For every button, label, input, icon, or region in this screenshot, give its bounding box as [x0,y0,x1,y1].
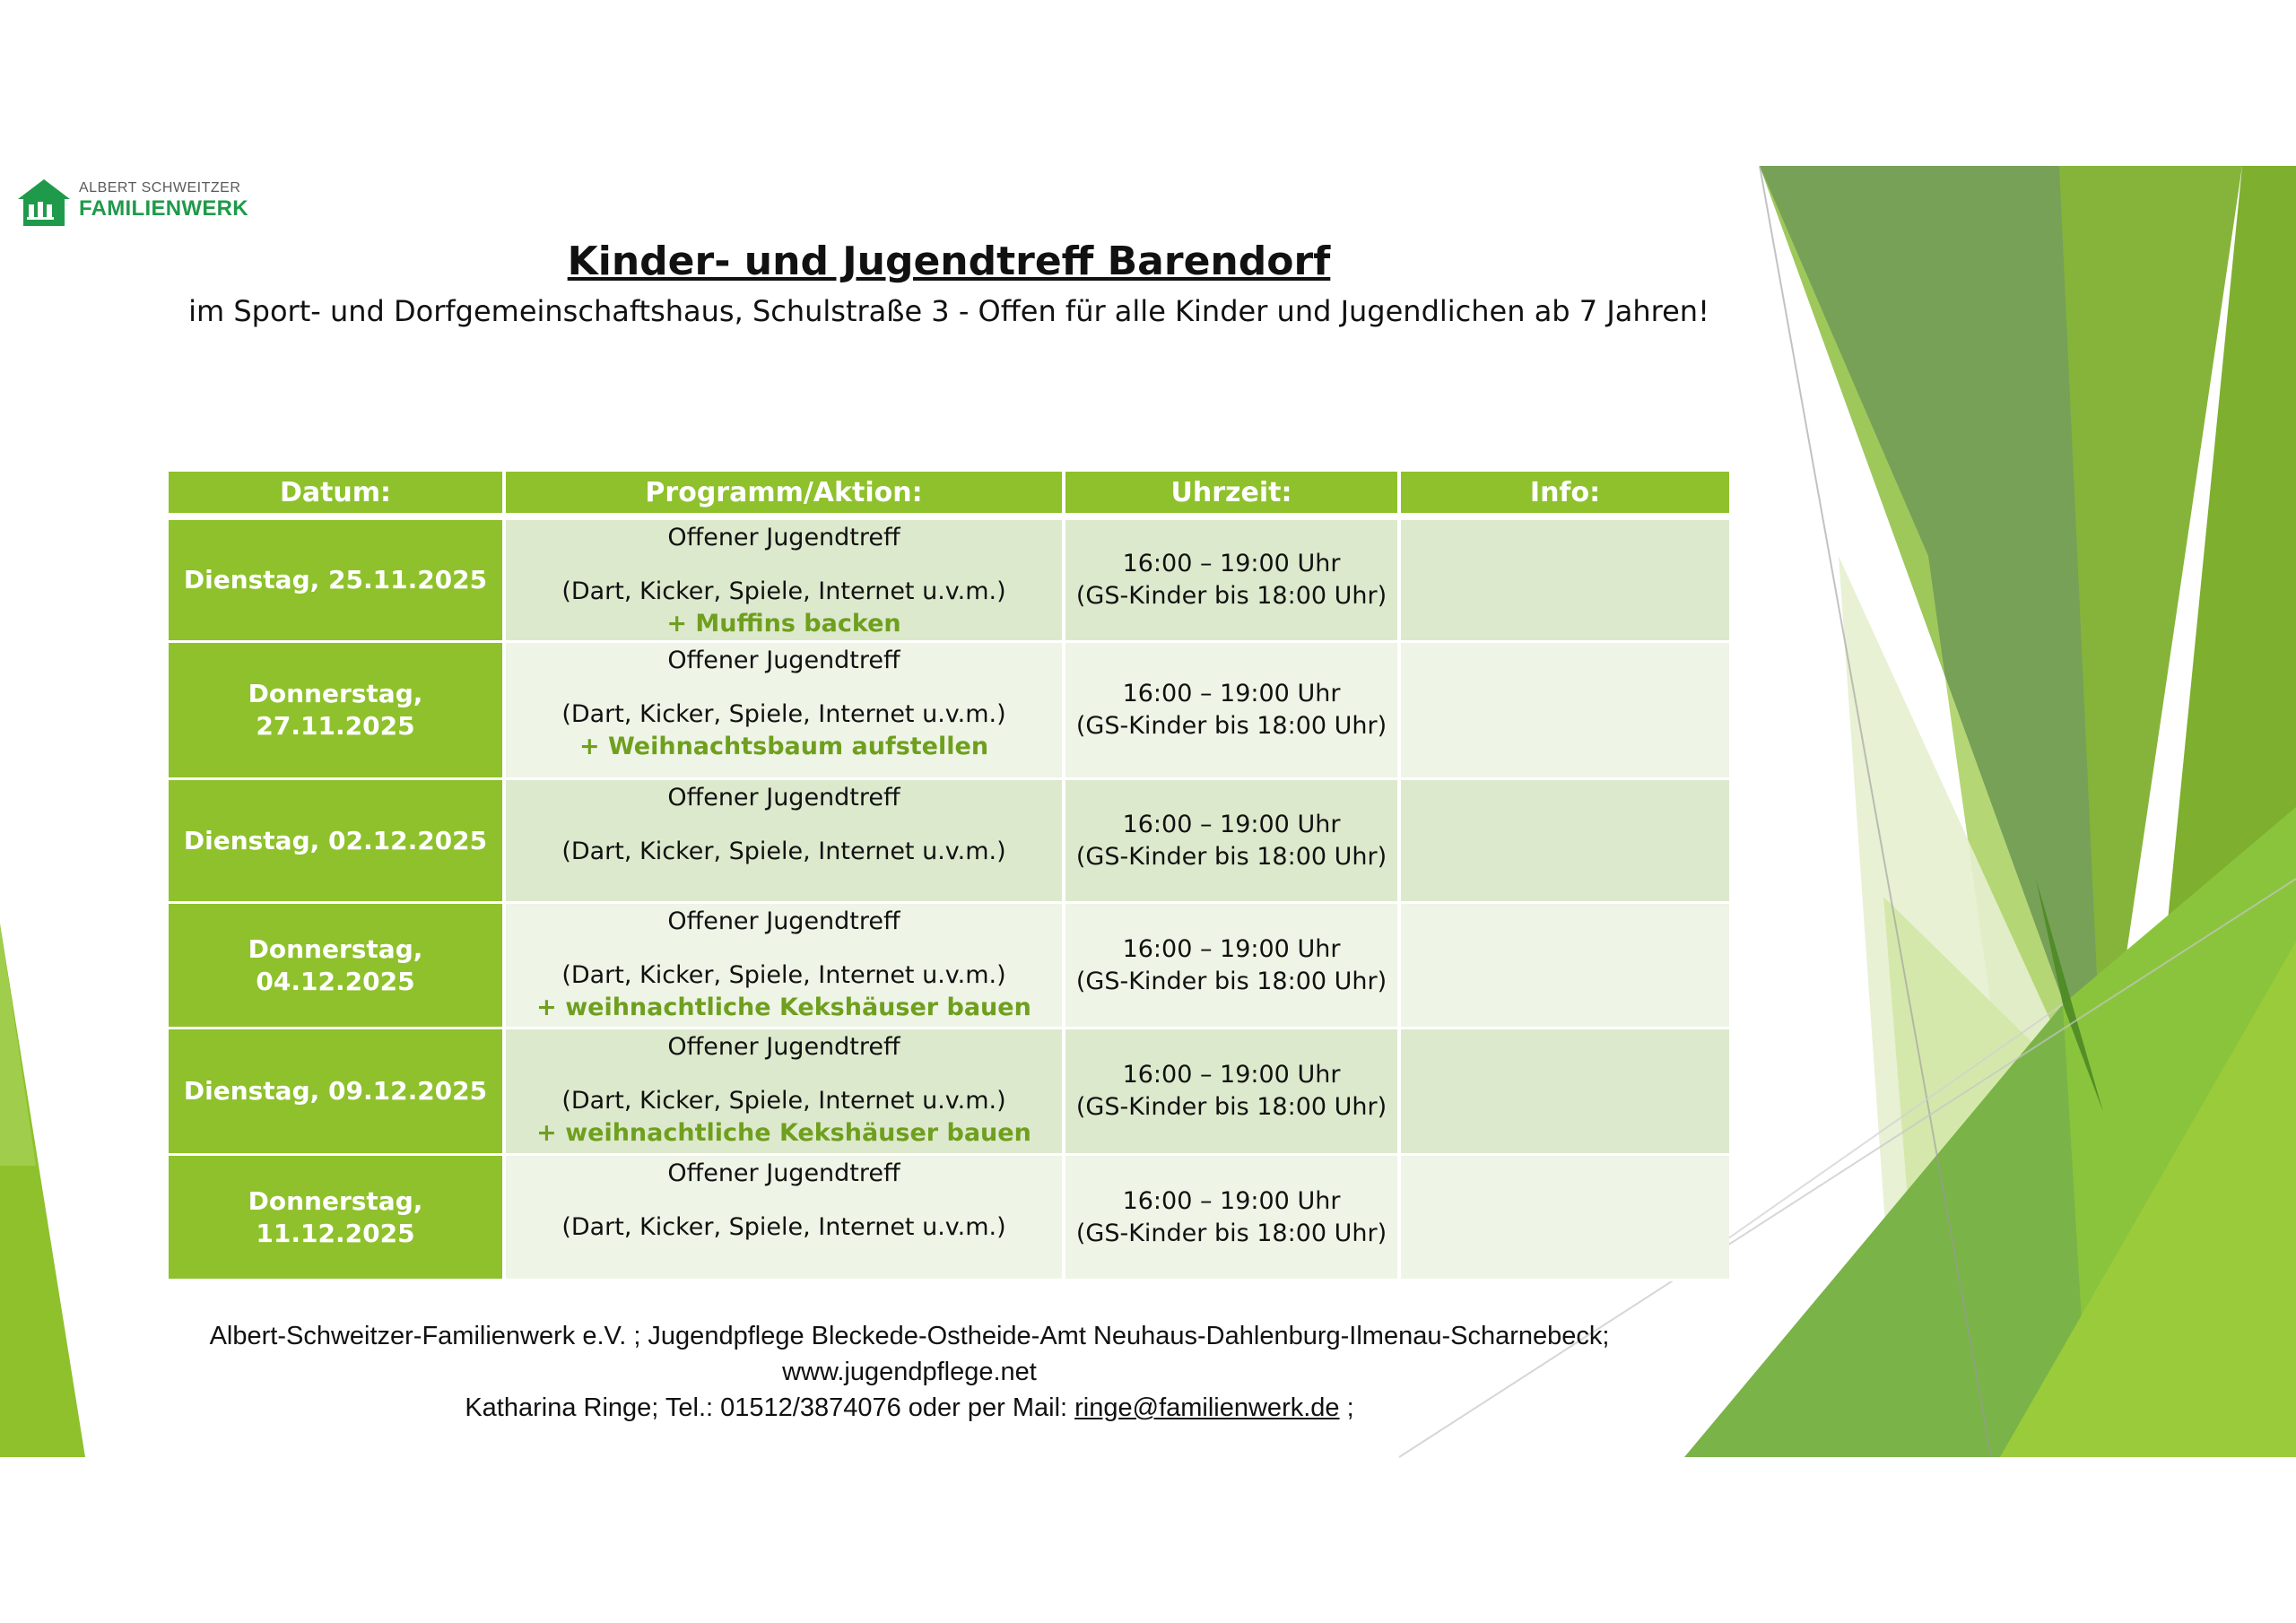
program-details: (Dart, Kicker, Spiele, Internet u.v.m.) [561,1213,1006,1241]
row-date: Donnerstag, 27.11.2025 [169,642,504,779]
contact-footer [0,1318,1819,1426]
table-row [169,903,1729,1028]
footer-email-link[interactable]: ringe@familienwerk.de [1074,1393,1340,1422]
logo-top-text: ALBERT SCHWEITZER [79,180,241,195]
time-note: (GS-Kinder bis 18:00 Uhr) [1075,967,1387,995]
row-info [1399,516,1729,642]
familienwerk-logo [16,178,258,230]
time-note: (GS-Kinder bis 18:00 Uhr) [1075,1093,1387,1121]
row-date: Dienstag, 25.11.2025 [169,516,504,642]
program-extra: + weihnachtliche Kekshäuser bauen [536,1119,1031,1147]
page-subtitle: im Sport- und Dorfgemeinschaftshaus, Schulstraße 3 - Offen für alle Kinder und Jugendlichen ab 7 Jahren! [188,294,1709,328]
row-info [1399,1028,1729,1155]
table-row [169,642,1729,779]
program-title: Offener Jugendtreff [667,524,900,551]
logo-bottom-text: FAMILIENWERK [79,196,248,221]
time-note: (GS-Kinder bis 18:00 Uhr) [1075,842,1387,871]
row-date: Donnerstag, 04.12.2025 [169,903,504,1028]
program-details: (Dart, Kicker, Spiele, Internet u.v.m.) [561,961,1006,989]
table-row [169,1155,1729,1280]
page-title: Kinder- und Jugendtreff Barendorf [567,239,1331,284]
row-info [1399,779,1729,903]
time-range: 16:00 – 19:00 Uhr [1122,1061,1341,1089]
schedule-table [169,472,1729,1281]
row-info [1399,903,1729,1028]
row-program [504,1155,1064,1280]
header-program: Programm/Aktion: [504,472,1064,516]
footer-website-link[interactable]: www.jugendpflege.net [782,1358,1037,1386]
row-program [504,516,1064,642]
row-time [1064,1155,1399,1280]
header-info: Info: [1399,472,1729,516]
row-time [1064,779,1399,903]
program-details: (Dart, Kicker, Spiele, Internet u.v.m.) [561,577,1006,605]
row-info [1399,1155,1729,1280]
footer-organization: Albert-Schweitzer-Familienwerk e.V. ; Jugendpflege Bleckede-Ostheide-Amt Neuhaus-Dahlenburg-Ilmenau-Scharnebeck; [209,1322,1610,1350]
header-time: Uhrzeit: [1064,472,1399,516]
row-date: Donnerstag, 11.12.2025 [169,1155,504,1280]
time-range: 16:00 – 19:00 Uhr [1122,680,1341,707]
table-row [169,779,1729,903]
time-range: 16:00 – 19:00 Uhr [1122,810,1341,838]
program-extra: + weihnachtliche Kekshäuser bauen [536,994,1031,1021]
row-time [1064,1028,1399,1155]
row-time [1064,516,1399,642]
program-details: (Dart, Kicker, Spiele, Internet u.v.m.) [561,1087,1006,1115]
table-header-row [169,472,1729,516]
time-note: (GS-Kinder bis 18:00 Uhr) [1075,582,1387,610]
program-title: Offener Jugendtreff [667,907,900,935]
row-program [504,642,1064,779]
program-details: (Dart, Kicker, Spiele, Internet u.v.m.) [561,700,1006,728]
footer-contact-text: Katharina Ringe; Tel.: 01512/3874076 oder per Mail: [465,1393,1075,1422]
row-program [504,1028,1064,1155]
program-title: Offener Jugendtreff [667,784,900,812]
time-range: 16:00 – 19:00 Uhr [1122,550,1341,577]
time-note: (GS-Kinder bis 18:00 Uhr) [1075,1219,1387,1247]
footer-contact-suffix: ; [1339,1393,1354,1422]
program-title: Offener Jugendtreff [667,1033,900,1061]
time-range: 16:00 – 19:00 Uhr [1122,1186,1341,1215]
row-program [504,903,1064,1028]
house-family-icon [16,178,72,228]
program-extra: + Muffins backen [666,610,901,638]
table-row [169,516,1729,642]
header-date: Datum: [169,472,504,516]
program-title: Offener Jugendtreff [667,647,900,674]
program-details: (Dart, Kicker, Spiele, Internet u.v.m.) [561,838,1006,865]
row-date: Dienstag, 09.12.2025 [169,1028,504,1155]
row-info [1399,642,1729,779]
footer-contact [0,1390,1819,1426]
time-note: (GS-Kinder bis 18:00 Uhr) [1075,712,1387,740]
row-program [504,779,1064,903]
row-time [1064,903,1399,1028]
table-row [169,1028,1729,1155]
program-title: Offener Jugendtreff [667,1159,900,1187]
program-extra: + Weihnachtsbaum aufstellen [578,733,989,760]
row-date: Dienstag, 02.12.2025 [169,779,504,903]
row-time [1064,642,1399,779]
time-range: 16:00 – 19:00 Uhr [1122,934,1341,963]
